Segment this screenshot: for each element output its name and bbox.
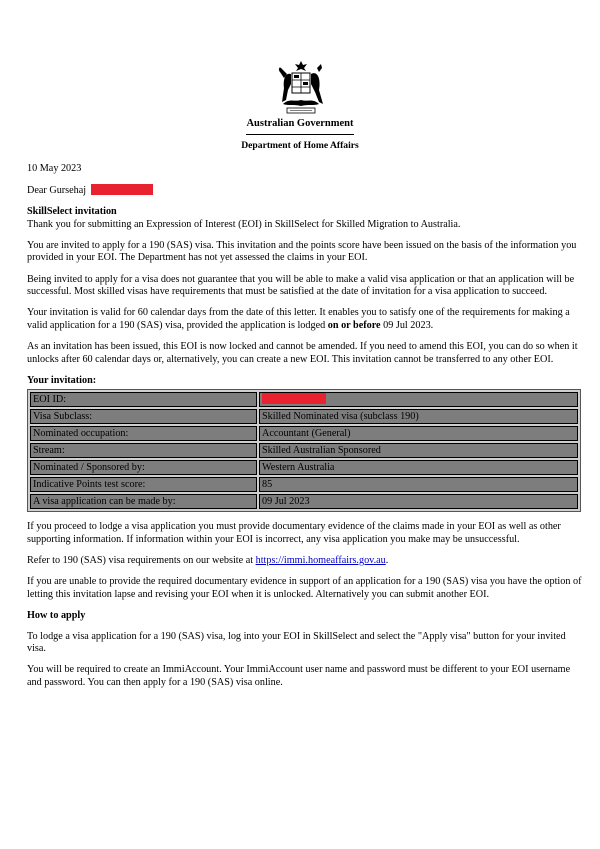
row-label: Nominated occupation: xyxy=(30,426,257,441)
row-value: Western Australia xyxy=(259,460,578,475)
salutation-text: Dear Gursehaj xyxy=(27,185,87,197)
invited-paragraph: You are invited to apply for a 190 (SAS) visa. This invitation and the points score have been issued on the basis of the information you provided in your EOI. The Department has not yet assessed the claims in your EOI. xyxy=(27,239,577,264)
validity-date: 09 Jul 2023. xyxy=(380,319,434,331)
table-row xyxy=(30,460,578,475)
validity-paragraph xyxy=(27,307,587,332)
homeaffairs-link[interactable]: https://immi.homeaffairs.gov.au xyxy=(255,554,386,566)
your-invitation-heading: Your invitation: xyxy=(27,374,97,386)
immiaccount-paragraph: You will be required to create an ImmiAccount. Your ImmiAccount user name and password must be different to your EOI username and password. You can then apply for a 190 (SAS) visa online. xyxy=(27,664,571,689)
letter-body xyxy=(27,163,587,698)
row-label: Nominated / Sponsored by: xyxy=(30,460,257,475)
row-label: Visa Subclass: xyxy=(30,409,257,424)
invitation-intro xyxy=(27,206,587,231)
coat-of-arms-icon xyxy=(275,60,327,118)
requirements-text: Refer to 190 (SAS) visa requirements on our website at xyxy=(27,554,256,566)
department-name: Department of Home Affairs xyxy=(241,139,359,151)
lapse-paragraph: If you are unable to provide the required documentary evidence in support of an application for a 190 (SAS) visa you have the option of letting this invitation lapse and revising your EOI when it is unlocked. Alternatively you can submit another EOI. xyxy=(27,576,582,600)
salutation xyxy=(27,184,587,198)
letter-date: 10 May 2023 xyxy=(27,163,82,174)
lodge-paragraph: To lodge a visa application for a 190 (SAS) visa, log into your EOI in SkillSelect and select the "Apply visa" button for your invited visa. xyxy=(27,630,566,655)
table-row xyxy=(30,443,578,458)
government-name: Australian Government xyxy=(246,118,353,135)
row-value: Skilled Australian Sponsored xyxy=(259,443,578,458)
row-value: 85 xyxy=(259,477,578,492)
row-label: Indicative Points test score: xyxy=(30,477,257,492)
table-row xyxy=(30,409,578,424)
guarantee-paragraph: Being invited to apply for a visa does not guarantee that you will be able to make a valid visa application or that an application will be successful. Most skilled visas have requirements that must be satisfied at the date of invitation for a visa application to succeed. xyxy=(27,273,575,298)
table-row xyxy=(30,392,578,407)
row-value: 09 Jul 2023 xyxy=(259,494,578,509)
requirements-paragraph xyxy=(27,555,587,568)
requirements-end: . xyxy=(385,554,389,566)
redacted-eoi-id xyxy=(262,393,326,404)
row-value xyxy=(259,392,578,407)
evidence-paragraph: If you proceed to lodge a visa application you must provide documentary evidence of the claims made in your EOI as well as other supporting information. If information within your EOI is incorrect, any visa application you make may be unsuccessful. xyxy=(27,521,561,545)
validity-bold: on or before xyxy=(327,319,381,331)
how-to-apply-heading: How to apply xyxy=(27,609,86,621)
row-label: EOI ID: xyxy=(30,392,257,407)
validity-text: Your invitation is valid for 60 calendar days from the date of this letter. It enables you to satisfy one of the requirements for making a valid application for a 190 (SAS) visa, provided the application is lodged xyxy=(27,307,570,331)
row-value: Skilled Nominated visa (subclass 190) xyxy=(259,409,578,424)
table-row xyxy=(30,477,578,492)
row-label: Stream: xyxy=(30,443,257,458)
thanks-text: Thank you for submitting an Expression of Interest (EOI) in SkillSelect for Skilled Migration to Australia. xyxy=(27,218,461,230)
table-row xyxy=(30,494,578,509)
locked-paragraph: As an invitation has been issued, this EOI is now locked and cannot be amended. If you need to amend this EOI, you can do so when it unlocks after 60 calendar days or, alternatively, you can create a new EOI. This invitation cannot be transferred to any other EOI. xyxy=(27,340,578,365)
redacted-surname xyxy=(91,184,153,195)
invitation-heading: SkillSelect invitation xyxy=(27,206,117,218)
invitation-table xyxy=(27,389,581,512)
row-label: A visa application can be made by: xyxy=(30,494,257,509)
government-header xyxy=(0,118,600,152)
row-value: Accountant (General) xyxy=(259,426,578,441)
table-row xyxy=(30,426,578,441)
